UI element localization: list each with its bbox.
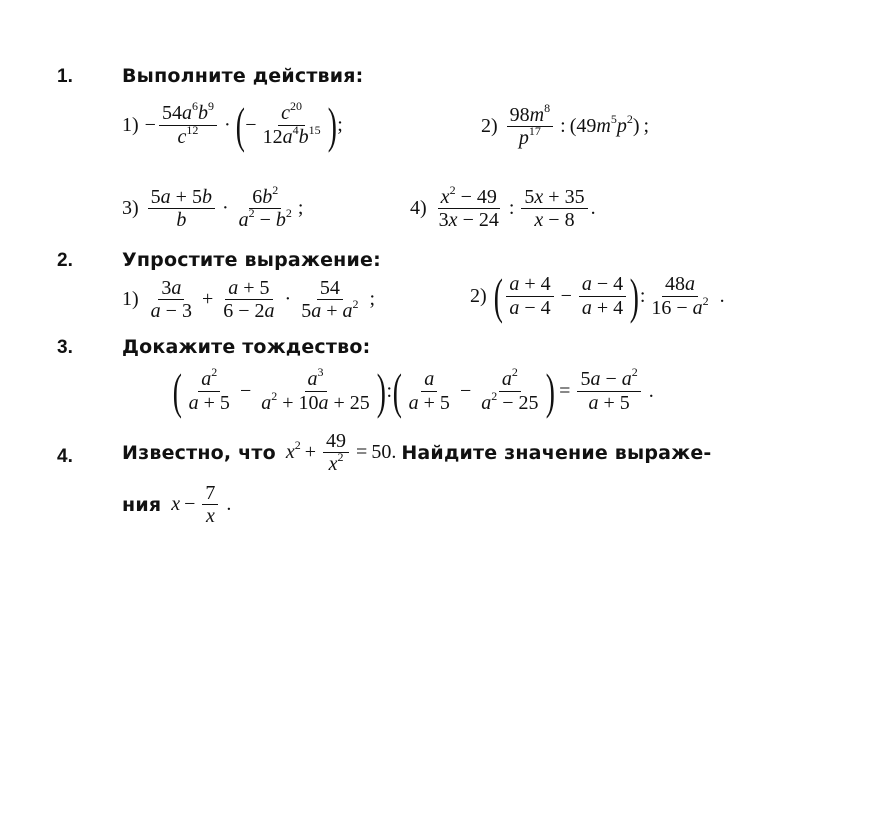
task-2-number: 2.: [57, 250, 73, 271]
fraction: $\frac{a^3}{a^2 + 10a + 25}$: [261, 365, 370, 414]
task-4-line-2: ния x − $\frac{7}{x}$ .: [122, 482, 232, 528]
item-label: 2): [470, 284, 487, 307]
item-label: 1): [122, 113, 139, 136]
fraction: $\frac{3a}{a - 3}$: [150, 277, 192, 323]
task-1-expression-4: 4) $\frac{x^2 - 49}{3x - 24}$ : $\frac{5x + 35}{x - 8}$ .: [410, 183, 596, 232]
task-2-expression-2: 2) ( $\frac{a + 4}{a - 4}$ − $\frac{a - 4}{a + 4}$ ) : $\frac{48a}{16 - a^2}$ .: [470, 268, 725, 324]
task-4-text-part-1: Известно, что: [122, 441, 276, 464]
fraction: $\frac{54a^6b^9}{c^{12}}$: [159, 102, 217, 148]
fraction: $\frac{c^{20}}{12a^4b^{15}}$: [262, 99, 321, 148]
fraction: $\frac{48a}{16 - a^2}$: [651, 273, 709, 319]
task-1-number: 1.: [57, 66, 73, 87]
fraction: $\frac{a}{a + 5}$: [408, 368, 450, 414]
fraction: $\frac{98m^8}{p^{17}}$: [507, 104, 553, 150]
fraction: $\frac{a + 4}{a - 4}$: [506, 273, 553, 319]
task-3-identity: ( $\frac{a^2}{a + 5}$ − $\frac{a^3}{a^2 + 10a + 25}$ ) : ( $\frac{a}{a + 5}$ − $\frac{a^2}{a^2 - 25}$ ) = $\frac{5a - a^2}{a + 5}$ .: [172, 363, 654, 419]
task-3-heading: Докажите тождество:: [122, 336, 371, 358]
fraction: $\frac{6b^2}{a^2 - b^2}$: [238, 183, 292, 232]
fraction: $\frac{a^2}{a^2 - 25}$: [481, 365, 539, 414]
fraction: $\frac{x^2 - 49}{3x - 24}$: [438, 183, 499, 232]
task-2-expression-1: 1) $\frac{3a}{a - 3}$ + $\frac{a + 5}{6 - 2a}$ · $\frac{54}{5a + a^2}$ ;: [122, 277, 376, 323]
fraction: $\frac{a - 4}{a + 4}$: [579, 273, 626, 319]
item-label: 1): [122, 288, 139, 311]
task-3-number: 3.: [57, 337, 73, 358]
fraction: $\frac{5a - a^2}{a + 5}$: [577, 368, 640, 414]
fraction: $\frac{5a + 5b}{b}$: [148, 186, 215, 232]
task-4-line-1: Известно, что $x^2$ + $\frac{49}{x^2}$ = 50. Найдите значение выраже-: [122, 430, 712, 476]
task-1-expression-3: 3) $\frac{5a + 5b}{b}$ · $\frac{6b^2}{a^2 - b^2}$ ;: [122, 183, 304, 232]
task-1-expression-1: 1) − $\frac{54a^6b^9}{c^{12}}$ · ( − $\frac{c^{20}}{12a^4b^{15}}$ ) ;: [122, 97, 343, 153]
task-1-expression-2: 2) $\frac{98m^8}{p^{17}}$ : $(49m^5p^2)$ ;: [481, 101, 650, 150]
fraction: $\frac{7}{x}$: [202, 482, 218, 528]
task-4-text-part-3: ния: [122, 493, 162, 516]
task-2-heading: Упростите выражение:: [122, 249, 381, 271]
item-label: 2): [481, 115, 498, 138]
fraction: $\frac{a + 5}{6 - 2a}$: [223, 277, 275, 323]
fraction: $\frac{54}{5a + a^2}$: [301, 277, 359, 323]
task-4-text-part-2: Найдите значение выраже-: [401, 441, 712, 464]
fraction: $\frac{5x + 35}{x - 8}$: [521, 186, 587, 232]
task-4-number: 4.: [57, 446, 73, 467]
task-1-heading: Выполните действия:: [122, 65, 364, 87]
item-label: 4): [410, 197, 427, 220]
fraction: $\frac{49}{x^2}$: [323, 430, 349, 476]
fraction: $\frac{a^2}{a + 5}$: [188, 365, 230, 414]
item-label: 3): [122, 197, 139, 220]
